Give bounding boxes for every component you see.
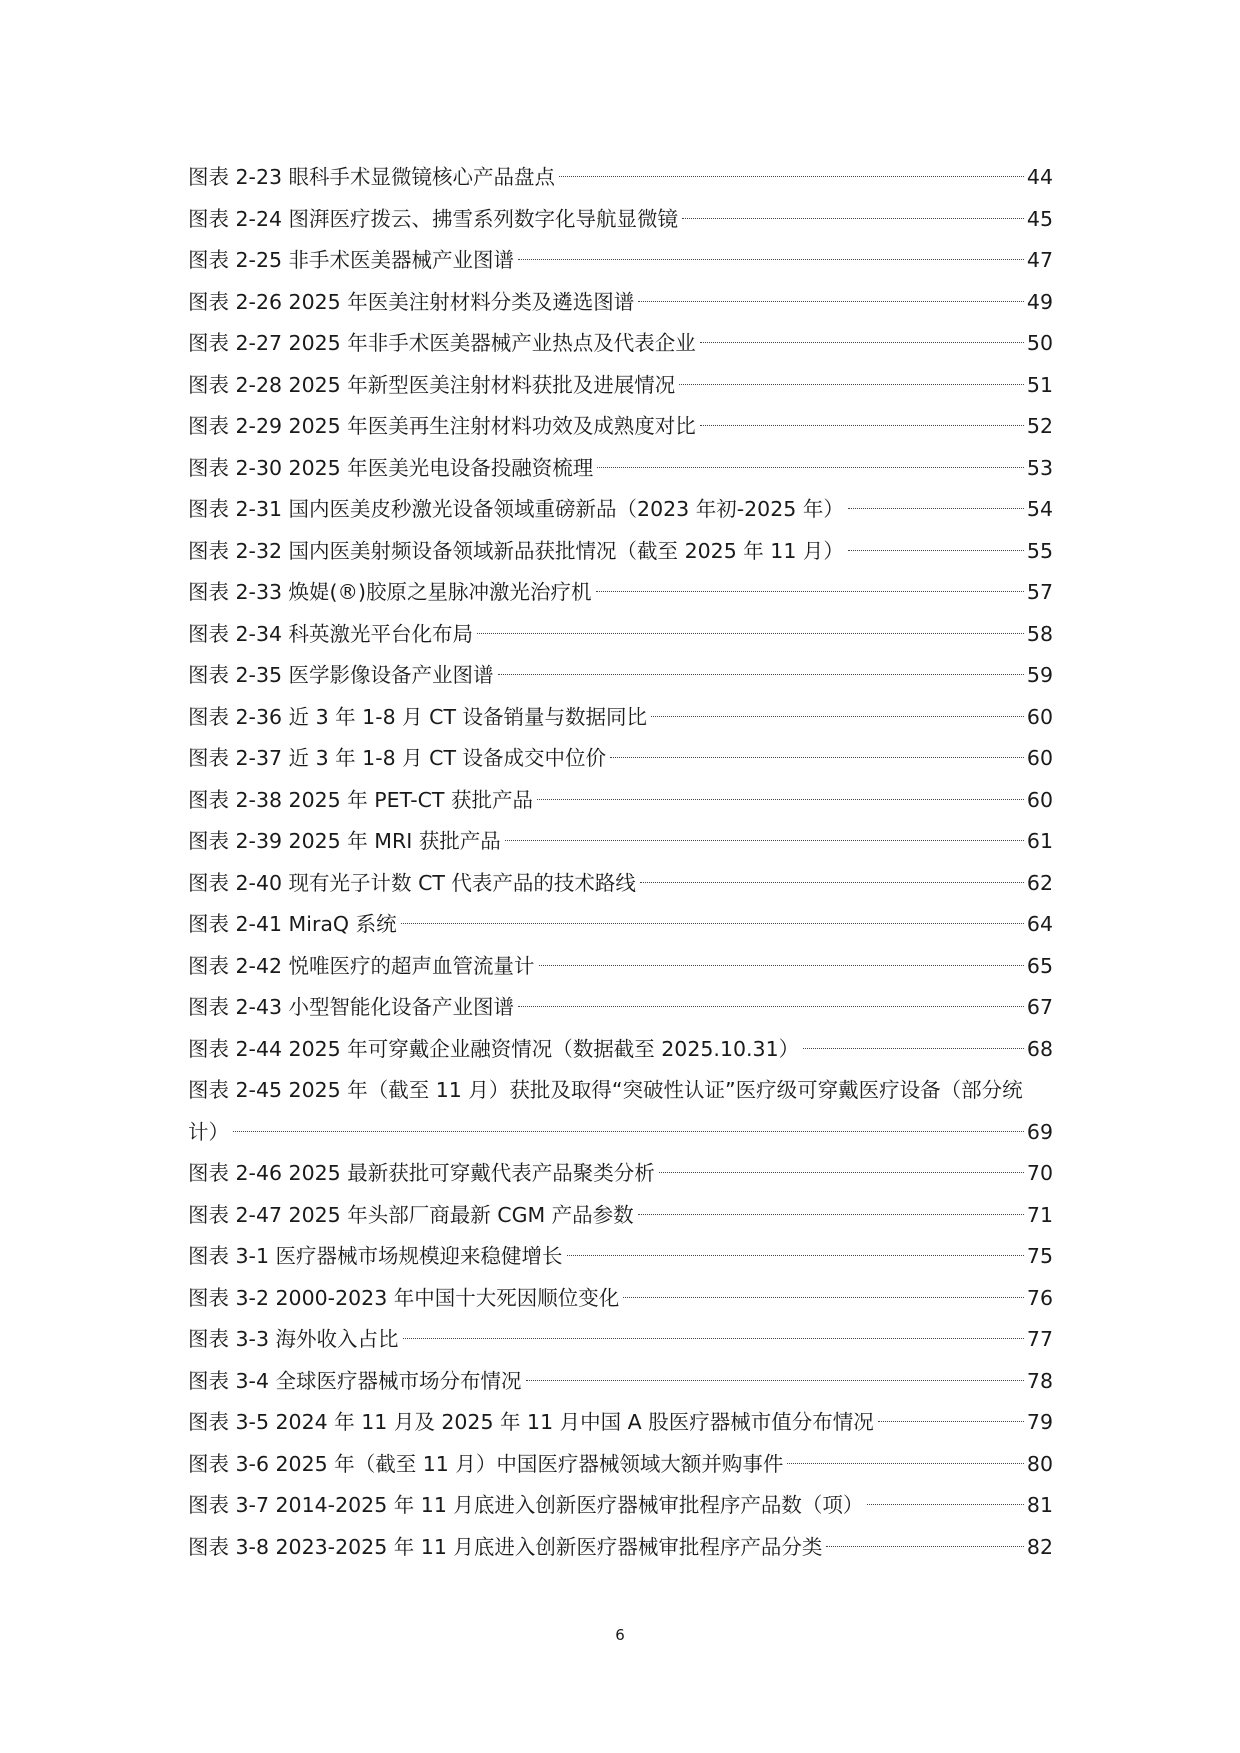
toc-entry-label: 图表 3-3 海外收入占比 [188,1327,399,1351]
dot-leader [518,1006,1024,1007]
toc-entry[interactable] [188,780,1053,822]
toc-entry-page: 71 [1026,1202,1053,1227]
toc-entry-label: 图表 2-27 2025 年非手术医美器械产业热点及代表企业 [188,331,696,355]
toc-entry-page: 53 [1026,455,1053,480]
toc-entry-page: 75 [1026,1244,1053,1268]
toc-entry-page: 51 [1026,372,1053,397]
toc-entry-label: 图表 2-46 2025 最新获批可穿戴代表产品聚类分析 [188,1161,655,1185]
toc-entry-page: 81 [1026,1493,1053,1517]
toc-entry-label: 图表 2-30 2025 年医美光电设备投融资梳理 [188,455,594,480]
dot-leader [559,176,1024,177]
toc-entry-page: 47 [1026,248,1053,272]
dot-leader [700,342,1024,343]
toc-entry[interactable] [188,448,1053,490]
dot-leader [477,633,1024,634]
toc-entry[interactable] [188,655,1053,697]
dot-leader [505,840,1024,841]
toc-entry-label: 图表 3-8 2023-2025 年 11 月底进入创新医疗器械审批程序产品分类 [188,1534,823,1559]
toc-entry-label: 图表 2-31 国内医美皮秒激光设备领域重磅新品（2023 年初-2025 年） [188,497,844,521]
toc-entry-page: 78 [1026,1368,1053,1393]
dot-leader [233,1131,1024,1132]
toc-entry-label: 图表 2-25 非手术医美器械产业图谱 [188,248,515,272]
toc-entry-page: 68 [1026,1036,1053,1061]
toc-entry-label: 图表 2-34 科英激光平台化布局 [188,621,474,646]
dot-leader [640,882,1024,883]
toc-entry[interactable] [188,697,1053,739]
toc-entry[interactable] [188,738,1053,780]
toc-entry-page: 79 [1026,1410,1053,1434]
dot-leader [403,1338,1024,1339]
dot-leader [848,550,1024,551]
toc-entry-label: 图表 2-40 现有光子计数 CT 代表产品的技术路线 [188,870,636,895]
page-number: 6 [615,1626,625,1644]
toc-entry-label: 图表 2-38 2025 年 PET-CT 获批产品 [188,787,533,812]
toc-entry-page: 60 [1026,746,1053,770]
dot-leader [518,259,1024,260]
dot-leader [638,301,1024,302]
toc-entry-page: 57 [1026,580,1053,604]
toc-entry[interactable] [188,1195,1053,1237]
toc-entry[interactable] [188,946,1053,988]
toc-entry-wrapped-continuation[interactable] [188,1112,1053,1154]
toc-entry-label: 图表 2-42 悦唯医疗的超声血管流量计 [188,953,535,978]
toc-entry[interactable] [188,1319,1053,1361]
toc-entry-label: 图表 2-26 2025 年医美注射材料分类及遴选图谱 [188,289,635,314]
toc-entry-label: 图表 2-32 国内医美射频设备领域新品获批情况（截至 2025 年 11 月） [188,538,844,563]
toc-entry-page: 69 [1026,1119,1053,1144]
toc-entry[interactable] [188,531,1053,573]
toc-entry[interactable] [188,489,1053,531]
toc-entry-label: 图表 2-28 2025 年新型医美注射材料获批及进展情况 [188,372,676,397]
dot-leader [638,1214,1024,1215]
toc-entry[interactable] [188,1278,1053,1320]
toc-entry-page: 80 [1026,1451,1053,1476]
toc-entry-page: 70 [1026,1161,1053,1185]
toc-entry-label: 图表 2-24 图湃医疗拨云、拂雪系列数字化导航显微镜 [188,206,679,231]
dot-leader [401,923,1024,924]
dot-leader [679,384,1024,385]
toc-entry-label: 计） [188,1119,229,1144]
dot-leader [867,1504,1024,1505]
dot-leader [567,1255,1024,1256]
toc-entry[interactable] [188,157,1053,199]
toc-entry-label: 图表 3-2 2000-2023 年中国十大死因顺位变化 [188,1285,620,1310]
toc-entry-label: 图表 3-6 2025 年（截至 11 月）中国医疗器械领域大额并购事件 [188,1451,784,1476]
toc-entry-page: 49 [1026,289,1053,314]
toc-entry-page: 76 [1026,1285,1053,1310]
table-of-figures [188,157,1053,1568]
dot-leader [597,467,1024,468]
toc-entry-page: 60 [1026,787,1053,812]
toc-entry[interactable] [188,199,1053,241]
toc-entry[interactable] [188,572,1053,614]
toc-entry-label: 图表 2-45 2025 年（截至 11 月）获批及取得“突破性认证”医疗级可穿戴医疗设备（部分统 [188,1078,1023,1102]
toc-entry-label: 图表 2-39 2025 年 MRI 获批产品 [188,829,501,853]
toc-entry-label: 图表 2-47 2025 年头部厂商最新 CGM 产品参数 [188,1202,634,1227]
dot-leader [610,757,1024,758]
toc-entry-page: 54 [1026,497,1053,521]
dot-leader [682,218,1024,219]
toc-entry-label: 图表 2-23 眼科手术显微镜核心产品盘点 [188,165,556,189]
toc-entry-label: 图表 3-4 全球医疗器械市场分布情况 [188,1368,522,1393]
toc-entry-page: 77 [1026,1327,1053,1351]
toc-entry[interactable] [188,1236,1053,1278]
dot-leader [787,1463,1024,1464]
dot-leader [623,1297,1024,1298]
toc-entry[interactable] [188,1153,1053,1195]
toc-entry-label: 图表 2-44 2025 年可穿戴企业融资情况（数据截至 2025.10.31） [188,1036,800,1061]
toc-entry-page: 64 [1026,912,1053,936]
toc-entry-page: 45 [1026,206,1053,231]
toc-entry[interactable] [188,1029,1053,1071]
toc-list [188,1153,1053,1568]
dot-leader [596,591,1024,592]
toc-entry[interactable] [188,323,1053,365]
toc-entry-page: 44 [1026,165,1053,189]
toc-entry[interactable] [188,987,1053,1029]
toc-entry-page: 58 [1026,621,1053,646]
toc-entry-page: 82 [1026,1534,1053,1559]
dot-leader [803,1048,1024,1049]
toc-entry[interactable] [188,1361,1053,1403]
toc-entry-page: 52 [1026,414,1053,438]
toc-entry[interactable] [188,1527,1053,1569]
toc-entry-page: 67 [1026,995,1053,1019]
toc-entry[interactable] [188,1485,1053,1527]
dot-leader [651,716,1024,717]
dot-leader [848,508,1024,509]
toc-entry[interactable] [188,904,1053,946]
toc-entry-label: 图表 2-29 2025 年医美再生注射材料功效及成熟度对比 [188,414,696,438]
toc-entry[interactable] [188,614,1053,656]
toc-entry-page: 50 [1026,331,1053,355]
toc-entry[interactable] [188,821,1053,863]
toc-entry-page: 55 [1026,538,1053,563]
toc-entry[interactable] [188,240,1053,282]
toc-entry[interactable] [188,863,1053,905]
toc-entry-label: 图表 2-35 医学影像设备产业图谱 [188,663,494,687]
toc-entry-label: 图表 2-41 MiraQ 系统 [188,912,397,936]
toc-entry-label: 图表 3-5 2024 年 11 月及 2025 年 11 月中国 A 股医疗器械市值分布情况 [188,1410,874,1434]
toc-entry-label: 图表 2-33 焕媞(®)胶原之星脉冲激光治疗机 [188,580,592,604]
dot-leader [498,674,1024,675]
dot-leader [700,425,1024,426]
toc-entry-page: 60 [1026,704,1053,729]
toc-entry[interactable] [188,282,1053,324]
toc-entry-page: 61 [1026,829,1053,853]
dot-leader [539,965,1024,966]
toc-entry[interactable] [188,1444,1053,1486]
toc-entry-label: 图表 3-7 2014-2025 年 11 月底进入创新医疗器械审批程序产品数（项） [188,1493,864,1517]
toc-list [188,157,1053,1070]
toc-entry-page: 62 [1026,870,1053,895]
toc-entry-label: 图表 2-36 近 3 年 1-8 月 CT 设备销量与数据同比 [188,704,648,729]
dot-leader [878,1421,1024,1422]
dot-leader [526,1380,1024,1381]
toc-entry-label: 图表 3-1 医疗器械市场规模迎来稳健增长 [188,1244,563,1268]
toc-entry-page: 59 [1026,663,1053,687]
toc-entry-page: 65 [1026,953,1053,978]
dot-leader [537,799,1024,800]
dot-leader [659,1172,1024,1173]
toc-entry[interactable] [188,1402,1053,1444]
toc-entry-label: 图表 2-43 小型智能化设备产业图谱 [188,995,515,1019]
dot-leader [826,1546,1024,1547]
toc-entry-wrapped[interactable] [188,1070,1053,1112]
toc-entry[interactable] [188,365,1053,407]
toc-entry-label: 图表 2-37 近 3 年 1-8 月 CT 设备成交中位价 [188,746,607,770]
toc-entry[interactable] [188,406,1053,448]
